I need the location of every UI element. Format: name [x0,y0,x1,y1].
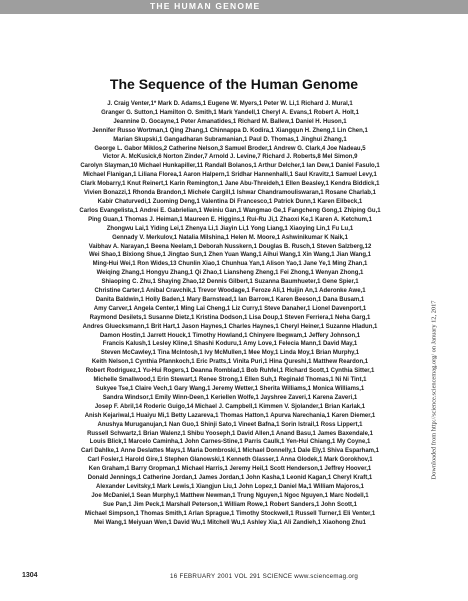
author-line: Sue Pan,1 Jim Peck,1 Marshall Peterson,1 William Rowe,1 Robert Sanders,1 John Scott,1 [102,501,358,508]
author-line: Russell Schwartz,1 Brian Walenz,1 Shibu Yooseph,1 David Allen,1 Anand Basu,1 James Baxendale,1 [87,430,373,437]
author-line: Christine Carter,1 Anibal Cravchik,1 Trevor Woodage,1 Feroze Ali,1 Huijin An,1 Aderonke Awe,1 [94,288,366,295]
author-line: Amy Carver,1 Angela Center,1 Ming Lai Cheng,1 Liz Curry,1 Steve Danaher,1 Lionel Davenport,1 [93,305,367,312]
author-line: Mei Wang,1 Meiyuan Wen,1 David Wu,1 Mitchell Wu,1 Ashley Xia,1 Ali Zandieh,1 Xiaohong Zhu1 [93,519,367,526]
author-line: Shiaoping C. Zhu,1 Shaying Zhao,12 Dennis Gilbert,1 Suzanna Baumhueter,1 Gene Spier,1 [101,279,359,286]
author-line: Ming-Hui Wei,1 Ron Wides,13 Chunlin Xiao,1 Chunhua Yan,1 Alison Yao,1 Jane Ye,1 Ming Zhan,1 [92,261,368,268]
author-line: Josep F. Abril,14 Roderic Guigo,14 Michael J. Campbell,1 Kimmen V. Sjolander,1 Brian Karlak,1 [94,403,366,410]
footer-meta: 16 FEBRUARY 2001 VOL 291 SCIENCE www.sciencemag.org [170,573,359,580]
author-line: Anushya Muruganujan,1 Nan Guo,1 Shinji Sato,1 Vineet Bafna,1 Sorin Istrail,1 Ross Lippert,1 [97,421,363,428]
author-line: Sukyee Tse,1 Claire Vech,1 Gary Wang,1 Jeremy Wetter,1 Sherita Williams,1 Monica Williams,1 [95,386,365,392]
author-line: Weiqing Zhang,1 Hongyu Zhang,1 Qi Zhao,1 Liansheng Zheng,1 Fei Zhong,1 Wenyan Zhong,1 [96,270,364,277]
author-line: Sandra Windsor,1 Emily Winn-Deen,1 Keriellen Wolfe,1 Jayshree Zaveri,1 Karena Zaveri,1 [102,394,358,401]
author-line: Jennifer Russo Wortman,1 Qing Zhang,1 Chinnappa D. Kodira,1 Xiangqun H. Zheng,1 Lin Chen,1 [92,127,368,134]
author-line: Francis Kalush,1 Lesley Kline,1 Shashi Koduru,1 Amy Love,1 Felecia Mann,1 David May,1 [102,341,358,348]
author-line: Carl Fosler,1 Harold Gire,1 Stephen Glanowski,1 Kenneth Glasser,1 Anna Glodek,1 Mark Gorokhov,1 [87,457,373,464]
author-line: Ken Graham,1 Barry Gropman,1 Michael Harris,1 Jeremy Heil,1 Scott Henderson,1 Jeffrey Hoover,1 [88,466,372,473]
article-title: The Sequence of the Human Genome [109,76,359,92]
author-line: Raymond Desilets,1 Susanne Dietz,1 Kristina Dodson,1 Lisa Doup,1 Steven Ferriera,1 Neha Garg,1 [89,314,371,321]
author-line: Donald Jennings,1 Catherine Jordan,1 James Jordan,1 John Kasha,1 Leonid Kagan,1 Cheryl Kraft,1 [87,475,373,482]
author-list [40,100,420,528]
author-line: George L. Gabor Miklos,2 Catherine Nelson,3 Samuel Broder,1 Andrew G. Clark,4 Joe Nadeau,5 [94,145,366,152]
page-footer [0,572,468,586]
author-line: Ping Guan,1 Thomas J. Heiman,1 Maureen E. Higgins,1 Rui-Ru Ji,1 Zhaoxi Ke,1 Karen A. Ketchum,1 [88,216,372,223]
author-line: Michael Simpson,1 Thomas Smith,1 Arlan Sprague,1 Timothy Stockwell,1 Russell Turner,1 Eli Venter,1 [84,510,376,517]
author-line: Michael Flanigan,1 Liliana Florea,1 Aaron Halpern,1 Sridhar Hannenhalli,1 Saul Kravitz,1 Samuel Levy,1 [83,172,377,179]
author-line: Alexander Levitsky,1 Mark Lewis,1 Xiangjun Liu,1 John Lopez,1 Daniel Ma,1 William Majoros,1 [96,483,364,490]
author-line: Joe McDaniel,1 Sean Murphy,1 Matthew Newman,1 Trung Nguyen,1 Ngoc Nguyen,1 Marc Nodell,1 [91,492,369,499]
author-line: Louis Blick,1 Marcelo Caminha,1 John Carnes-Stine,1 Parris Caulk,1 Yen-Hui Chiang,1 My Coyne,1 [89,439,371,446]
author-line: Damon Hostin,1 Jarrett Houck,1 Timothy Howland,1 Chinyere Ibegwam,1 Jeffery Johnson,1 [99,332,361,339]
download-note-container [424,240,444,540]
section-header-label: THE HUMAN GENOME [150,1,261,11]
author-line: J. Craig Venter,1* Mark D. Adams,1 Eugene W. Myers,1 Peter W. Li,1 Richard J. Mural,1 [107,101,353,107]
author-line: Gennady V. Merkulov,1 Natalia Milshina,1 Helen M. Moore,1 Ashwinikumar K Naik,1 [112,234,348,241]
download-note: Downloaded from http://science.sciencemag.org/ on January 12, 2017 [430,300,438,480]
author-line: Kabir Chaturvedi,1 Zuoming Deng,1 Valentina Di Francesco,1 Patrick Dunn,1 Karen Eilbeck,1 [97,198,363,205]
author-line: Steven McCawley,1 Tina McIntosh,1 Ivy McMullen,1 Mee Moy,1 Linda Moy,1 Brian Murphy,1 [100,350,360,357]
author-line: Wei Shao,1 Bixiong Shue,1 Jingtao Sun,1 Zhen Yuan Wang,1 Aihui Wang,1 Xin Wang,1 Jian Wang,1 [88,252,372,259]
author-line: Marian Skupski,1 Gangadharan Subramanian,1 Paul D. Thomas,1 Jinghui Zhang,1 [113,136,347,143]
section-header-bar [0,0,468,14]
author-line: Danita Baldwin,1 Holly Baden,1 Mary Barnstead,1 Ian Barrow,1 Karen Beeson,1 Dana Busam,1 [95,296,365,303]
author-line: Zhongwu Lai,1 Yiding Lei,1 Zhenya Li,1 Jiayin Li,1 Yong Liang,1 Xiaoying Lin,1 Fu Lu,1 [106,225,354,232]
author-line: Andres Gluecksmann,1 Brit Hart,1 Jason Haynes,1 Charles Haynes,1 Cheryl Heiner,1 Suzanne Hladun,1 [82,323,378,330]
author-line: Carl Dahlke,1 Anne Deslattes Mays,1 Maria Dombroski,1 Michael Donnelly,1 Dale Ely,1 Shiva Esparham,1 [80,448,379,455]
author-line: Granger G. Sutton,1 Hamilton O. Smith,1 Mark Yandell,1 Cheryl A. Evans,1 Robert A. Holt,1 [101,109,359,116]
author-line: Carolyn Slayman,10 Michael Hunkapiller,11 Randall Bolanos,1 Arthur Delcher,1 Ian Dew,1 Daniel Fasulo,1 [80,163,380,170]
page-number: 1304 [22,572,38,579]
author-line: Vaibhav A. Narayan,1 Beena Neelam,1 Deborah Nusskern,1 Douglas B. Rusch,1 Steven Salzberg,12 [88,243,372,250]
author-line: Keith Nelson,1 Cynthia Pfannkoch,1 Eric Pratts,1 Vinita Puri,1 Hina Qureshi,1 Matthew Reardon,1 [91,359,369,366]
author-line: Victor A. McKusick,6 Norton Zinder,7 Arnold J. Levine,7 Richard J. Roberts,8 Mel Simon,9 [102,154,358,161]
author-line: Michelle Smallwood,1 Erin Stewart,1 Renee Strong,1 Ellen Suh,1 Reginald Thomas,1 Ni Ni Tint,1 [93,377,367,384]
author-line: Carlos Evangelista,1 Andrei E. Gabrielian,1 Weiniu Gan,1 Wangmao Ge,1 Fangcheng Gong,1 Zhiping Gu,1 [79,207,381,214]
author-line: Robert Rodriguez,1 Yu-Hui Rogers,1 Deanna Romblad,1 Bob Ruhfel,1 Richard Scott,1 Cynthia Sitter,1 [85,368,375,375]
author-line: Clark Mobarry,1 Knut Reinert,1 Karin Remington,1 Jane Abu-Threideh,1 Ellen Beasley,1 Kendra Biddick,1 [80,181,380,188]
author-line: Jeannine D. Gocayne,1 Peter Amanatides,1 Richard M. Ballew,1 Daniel H. Huson,1 [113,118,347,125]
author-line: Anish Kejariwal,1 Huaiyu Mi,1 Betty Lazareva,1 Thomas Hatton,1 Apurva Narechania,1 Karen Diemer,1 [84,412,376,419]
author-line: Vivien Bonazzi,1 Rhonda Brandon,1 Michele Cargill,1 Ishwar Chandramouliswaran,1 Rosane Charlab,1 [84,190,376,197]
